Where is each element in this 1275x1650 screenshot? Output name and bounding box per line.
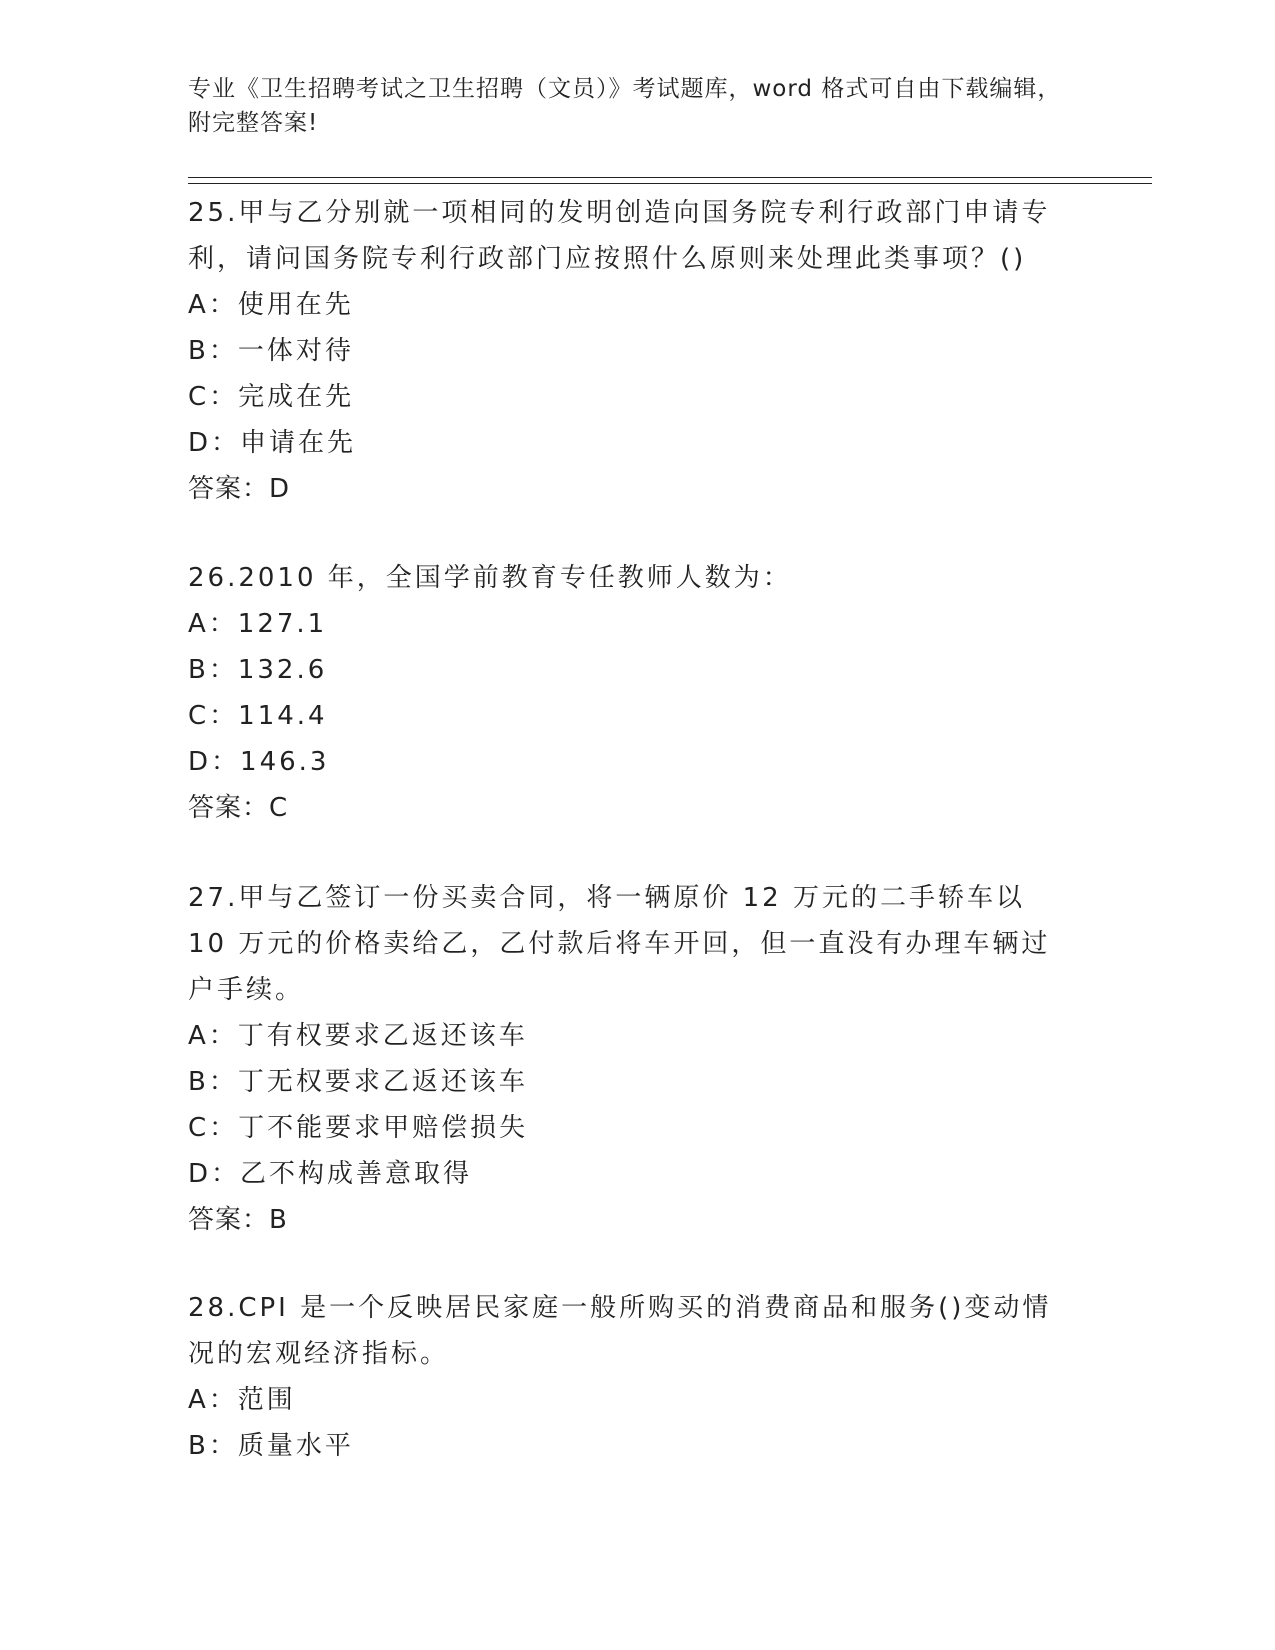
- option-a: A：使用在先: [188, 290, 354, 320]
- option-d: D：乙不构成善意取得: [188, 1159, 473, 1189]
- header-divider-top: [188, 177, 1152, 178]
- header-divider-bottom: [188, 183, 1152, 184]
- answer-text: 答案：C: [188, 793, 289, 823]
- option-b: B：丁无权要求乙返还该车: [188, 1067, 528, 1097]
- option-d: D：申请在先: [188, 428, 357, 458]
- question-25: [188, 190, 1068, 512]
- option-c: C：完成在先: [188, 382, 355, 412]
- question-text: 27.甲与乙签订一份买卖合同，将一辆原价 12 万元的二手轿车以 10 万元的价格卖给乙，乙付款后将车开回，但一直没有办理车辆过户手续。: [188, 883, 1051, 1005]
- question-27: [188, 875, 1068, 1243]
- answer-text: 答案：D: [188, 474, 291, 504]
- answer-text: 答案：B: [188, 1205, 288, 1235]
- option-c: C：丁不能要求甲赔偿损失: [188, 1113, 529, 1143]
- question-text: 25.甲与乙分别就一项相同的发明创造向国务院专利行政部门申请专利，请问国务院专利行政部门应按照什么原则来处理此类事项？(): [188, 198, 1051, 274]
- question-text: 26.2010 年，全国学前教育专任教师人数为：: [188, 563, 792, 593]
- question-26: [188, 555, 1068, 831]
- option-b: B：一体对待: [188, 336, 354, 366]
- option-b: B：132.6: [188, 655, 328, 685]
- option-a: A：丁有权要求乙返还该车: [188, 1021, 528, 1051]
- option-d: D：146.3: [188, 747, 330, 777]
- option-a: A：范围: [188, 1385, 296, 1415]
- question-text: 28.CPI 是一个反映居民家庭一般所购买的消费商品和服务()变动情况的宏观经济指标。: [188, 1293, 1052, 1369]
- option-b: B：质量水平: [188, 1431, 354, 1461]
- question-28: [188, 1285, 1068, 1469]
- option-a: A：127.1: [188, 609, 328, 639]
- document-header: 专业《卫生招聘考试之卫生招聘（文员）》考试题库，word 格式可自由下载编辑，附完整答案!: [188, 76, 1062, 136]
- option-c: C：114.4: [188, 701, 328, 731]
